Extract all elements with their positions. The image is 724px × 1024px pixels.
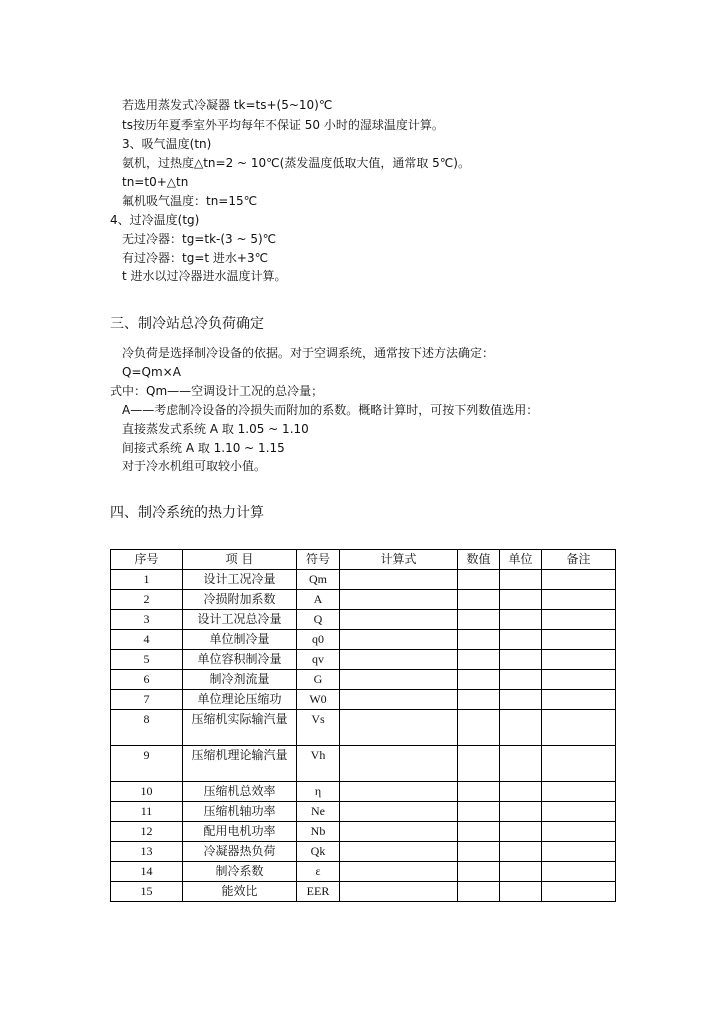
cell-value: [458, 746, 500, 782]
cell-value: [458, 710, 500, 746]
cell-symbol: Nb: [297, 822, 340, 842]
cell-no: 3: [111, 610, 183, 630]
cell-remark: [542, 670, 616, 690]
cell-symbol: ε: [297, 862, 340, 882]
table-row: [111, 862, 616, 882]
header-remark: 备注: [542, 550, 616, 570]
cell-item: 压缩机实际输汽量: [183, 710, 297, 746]
cell-formula: [340, 670, 458, 690]
cell-value: [458, 610, 500, 630]
cell-no: 12: [111, 822, 183, 842]
text-line-ammonia-superheat: 氨机，过热度△tn=2 ~ 10℃(蒸发温度低取大值，通常取 5℃)。: [122, 156, 470, 170]
cell-symbol: Q: [297, 610, 340, 630]
cell-remark: [542, 802, 616, 822]
table-row: [111, 882, 616, 902]
cell-remark: [542, 782, 616, 802]
cell-unit: [500, 710, 542, 746]
header-value: 数值: [458, 550, 500, 570]
cell-item: 能效比: [183, 882, 297, 902]
cell-item: 压缩机总效率: [183, 782, 297, 802]
thermal-calc-table: [110, 549, 616, 902]
cell-remark: [542, 842, 616, 862]
paragraph-direct-system: 直接蒸发式系统 A 取 1.05 ~ 1.10: [122, 422, 309, 436]
cell-item: 压缩机理论输汽量: [183, 746, 297, 782]
cell-remark: [542, 610, 616, 630]
cell-symbol: A: [297, 590, 340, 610]
cell-value: [458, 590, 500, 610]
cell-no: 8: [111, 710, 183, 746]
cell-unit: [500, 882, 542, 902]
cell-symbol: Qk: [297, 842, 340, 862]
cell-no: 10: [111, 782, 183, 802]
cell-no: 14: [111, 862, 183, 882]
cell-symbol: η: [297, 782, 340, 802]
cell-formula: [340, 782, 458, 802]
header-unit: 单位: [500, 550, 542, 570]
cell-formula: [340, 710, 458, 746]
cell-remark: [542, 822, 616, 842]
paragraph-chiller-note: 对于冷水机组可取较小值。: [122, 459, 267, 473]
cell-formula: [340, 650, 458, 670]
cell-symbol: W0: [297, 690, 340, 710]
cell-remark: [542, 710, 616, 746]
table-row: [111, 822, 616, 842]
cell-value: [458, 862, 500, 882]
subheading-suction-temp: 3、吸气温度(tn): [122, 137, 212, 151]
cell-no: 7: [111, 690, 183, 710]
table-header-row: [111, 550, 616, 570]
table-row: [111, 802, 616, 822]
section-title-total-cooling-load: 三、制冷站总冷负荷确定: [110, 316, 264, 332]
cell-formula: [340, 610, 458, 630]
cell-remark: [542, 630, 616, 650]
cell-item: 设计工况总冷量: [183, 610, 297, 630]
text-line-condenser-evaporative: 若选用蒸发式冷凝器 tk=ts+(5~10)℃: [122, 98, 333, 112]
cell-value: [458, 782, 500, 802]
cell-unit: [500, 782, 542, 802]
header-symbol: 符号: [297, 550, 340, 570]
cell-item: 制冷系数: [183, 862, 297, 882]
paragraph-a-definition: A——考虑制冷设备的冷损失而附加的系数。概略计算时，可按下列数值选用：: [122, 403, 539, 417]
cell-value: [458, 882, 500, 902]
cell-formula: [340, 882, 458, 902]
header-item: 项 目: [183, 550, 297, 570]
cell-no: 1: [111, 570, 183, 590]
table-row: [111, 710, 616, 746]
cell-symbol: qv: [297, 650, 340, 670]
text-line-freon-suction: 氟机吸气温度：tn=15℃: [122, 194, 258, 208]
cell-remark: [542, 650, 616, 670]
cell-no: 13: [111, 842, 183, 862]
cell-item: 单位容积制冷量: [183, 650, 297, 670]
cell-value: [458, 842, 500, 862]
cell-unit: [500, 570, 542, 590]
cell-unit: [500, 590, 542, 610]
text-line-with-subcooler: 有过冷器：tg=t 进水+3℃: [122, 251, 269, 265]
cell-no: 11: [111, 802, 183, 822]
cell-formula: [340, 842, 458, 862]
text-line-wet-bulb: ts按历年夏季室外平均每年不保证 50 小时的湿球温度计算。: [122, 118, 444, 132]
section-title-thermal-calc: 四、制冷系统的热力计算: [110, 505, 264, 521]
table-row: [111, 610, 616, 630]
cell-item: 配用电机功率: [183, 822, 297, 842]
cell-formula: [340, 862, 458, 882]
cell-unit: [500, 690, 542, 710]
cell-formula: [340, 690, 458, 710]
cell-value: [458, 690, 500, 710]
paragraph-indirect-system: 间接式系统 A 取 1.10 ~ 1.15: [122, 441, 285, 455]
paragraph-qm-definition: 式中：Qm——空调设计工况的总冷量；: [110, 384, 324, 398]
paragraph-load-basis: 冷负荷是选择制冷设备的依据。对于空调系统，通常按下述方法确定：: [122, 346, 495, 360]
cell-item: 设计工况冷量: [183, 570, 297, 590]
cell-value: [458, 822, 500, 842]
cell-symbol: Vh: [297, 746, 340, 782]
cell-unit: [500, 670, 542, 690]
cell-item: 压缩机轴功率: [183, 802, 297, 822]
cell-item: 冷凝器热负荷: [183, 842, 297, 862]
cell-value: [458, 802, 500, 822]
table-row: [111, 590, 616, 610]
table-row: [111, 690, 616, 710]
cell-formula: [340, 590, 458, 610]
cell-unit: [500, 802, 542, 822]
cell-remark: [542, 862, 616, 882]
cell-value: [458, 570, 500, 590]
cell-no: 6: [111, 670, 183, 690]
cell-unit: [500, 746, 542, 782]
cell-value: [458, 670, 500, 690]
cell-symbol: Vs: [297, 710, 340, 746]
subheading-subcool-temp: 4、过冷温度(tg): [110, 213, 200, 227]
cell-symbol: EER: [297, 882, 340, 902]
cell-formula: [340, 802, 458, 822]
formula-total-load: Q=Qm×A: [122, 365, 181, 379]
cell-item: 单位制冷量: [183, 630, 297, 650]
cell-no: 15: [111, 882, 183, 902]
cell-symbol: G: [297, 670, 340, 690]
cell-no: 5: [111, 650, 183, 670]
table-row: [111, 570, 616, 590]
cell-value: [458, 630, 500, 650]
cell-no: 9: [111, 746, 183, 782]
cell-remark: [542, 570, 616, 590]
cell-remark: [542, 746, 616, 782]
cell-no: 2: [111, 590, 183, 610]
cell-item: 冷损附加系数: [183, 590, 297, 610]
table-row: [111, 650, 616, 670]
cell-symbol: q0: [297, 630, 340, 650]
table-row: [111, 842, 616, 862]
cell-unit: [500, 610, 542, 630]
cell-remark: [542, 882, 616, 902]
formula-suction-temp: tn=t0+△tn: [122, 175, 189, 189]
table-row: [111, 782, 616, 802]
cell-value: [458, 650, 500, 670]
cell-formula: [340, 822, 458, 842]
cell-item: 制冷剂流量: [183, 670, 297, 690]
text-line-inlet-water: t 进水以过冷器进水温度计算。: [122, 269, 287, 283]
cell-symbol: Ne: [297, 802, 340, 822]
cell-unit: [500, 822, 542, 842]
text-line-no-subcooler: 无过冷器：tg=tk-(3 ~ 5)℃: [122, 232, 277, 246]
cell-item: 单位理论压缩功: [183, 690, 297, 710]
table-row: [111, 630, 616, 650]
cell-unit: [500, 862, 542, 882]
header-formula: 计算式: [340, 550, 458, 570]
table-row: [111, 746, 616, 782]
cell-no: 4: [111, 630, 183, 650]
cell-remark: [542, 690, 616, 710]
cell-unit: [500, 630, 542, 650]
table-row: [111, 670, 616, 690]
cell-formula: [340, 746, 458, 782]
cell-formula: [340, 570, 458, 590]
cell-remark: [542, 590, 616, 610]
cell-unit: [500, 842, 542, 862]
cell-symbol: Qm: [297, 570, 340, 590]
cell-unit: [500, 650, 542, 670]
cell-formula: [340, 630, 458, 650]
header-no: 序号: [111, 550, 183, 570]
